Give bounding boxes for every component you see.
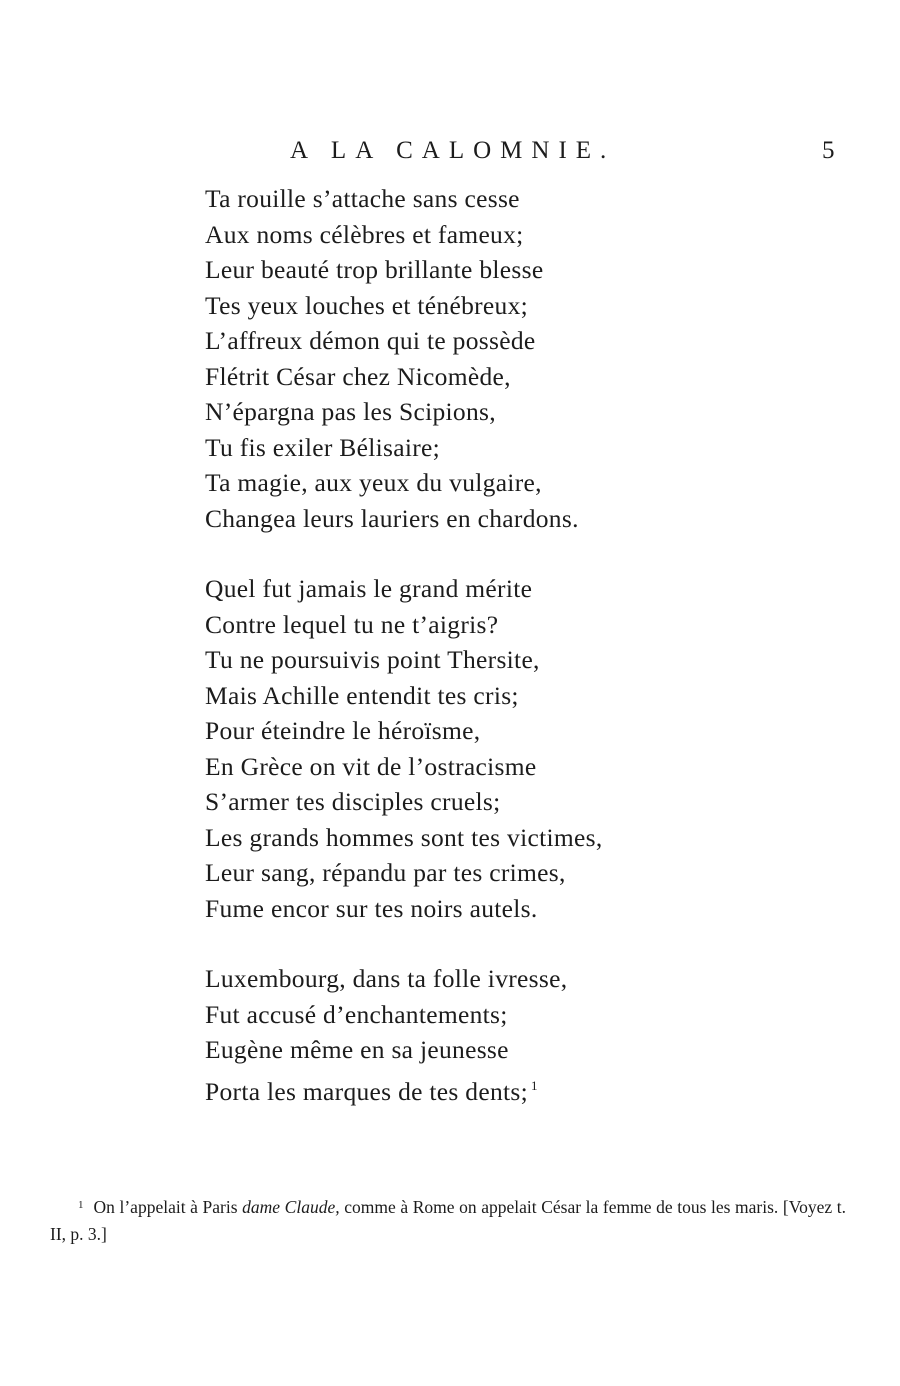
verse-line: Quel fut jamais le grand mérite xyxy=(205,574,533,603)
footnote-marker: 1 xyxy=(78,1199,84,1211)
verse-line: Aux noms célèbres et fameux; xyxy=(205,219,524,249)
verse-line: Les grands hommes sont tes victimes, xyxy=(205,822,603,852)
verse-line: Eugène même en sa jeunesse xyxy=(205,1035,509,1064)
verse-line: Fume encor sur tes noirs autels. xyxy=(205,893,538,923)
running-head xyxy=(0,134,900,168)
footnote xyxy=(50,1192,846,1248)
poem xyxy=(205,181,765,1106)
page-number: 5 xyxy=(822,137,835,164)
verse-line: Changea leurs lauriers en chardons. xyxy=(205,503,579,533)
verse-line: Contre lequel tu ne t’aigris? xyxy=(205,609,499,639)
verse-line: Luxembourg, dans ta folle ivresse, xyxy=(205,964,568,993)
footnote-reference: 1 xyxy=(531,1077,538,1093)
verse-line: Mais Achille entendit tes cris; xyxy=(205,680,519,710)
footnote-italic-text: dame Claude, xyxy=(242,1197,340,1217)
stanza-3 xyxy=(205,961,765,1106)
verse-line: Leur sang, répandu par tes crimes, xyxy=(205,858,566,887)
footnote-text-before: On l’appelait à Paris xyxy=(93,1197,243,1217)
verse-line: Leur beauté trop brillante blesse xyxy=(205,255,544,284)
verse-line: S’armer tes disciples cruels; xyxy=(205,787,501,816)
verse-line: Flétrit César chez Nicomède, xyxy=(205,361,511,391)
verse-line: Pour éteindre le héroïsme, xyxy=(205,716,481,745)
verse-line: Ta rouille s’attache sans cesse xyxy=(205,184,520,213)
verse-line: Tu fis exiler Bélisaire; xyxy=(205,432,441,462)
verse-line: N’épargna pas les Scipions, xyxy=(205,397,496,426)
verse-line-text: Porta les marques de tes dents; xyxy=(205,1076,529,1106)
verse-line: En Grèce on vit de l’ostracisme xyxy=(205,751,537,781)
footnote-text-after: comme à Rome on appelait César la femme de tous les maris. [Voyez t. II, p. 3.] xyxy=(50,1197,847,1244)
stanza-2 xyxy=(205,571,765,926)
verse-line: Ta magie, aux yeux du vulgaire, xyxy=(205,468,542,497)
verse-line-with-note xyxy=(205,1068,765,1104)
stanza-1 xyxy=(205,181,765,536)
running-title: A LA CALOMNIE. xyxy=(290,137,616,164)
verse-line: L’affreux démon qui te possède xyxy=(205,326,536,355)
verse-line: Tes yeux louches et ténébreux; xyxy=(205,290,529,320)
verse-line: Tu ne poursuivis point Thersite, xyxy=(205,645,540,674)
verse-line: Fut accusé d’enchantements; xyxy=(205,999,508,1029)
